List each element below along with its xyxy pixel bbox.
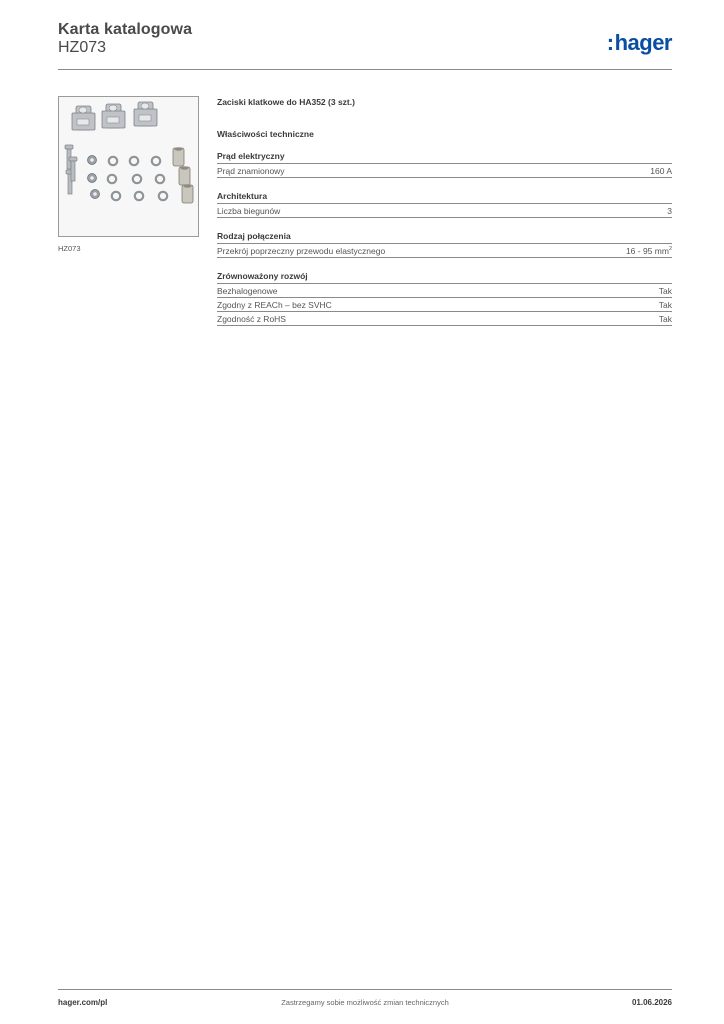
group-electric-current xyxy=(217,151,672,178)
unit-superscript: 2 xyxy=(668,246,672,253)
spec-label: Bezhalogenowe xyxy=(217,286,278,296)
group-connection-type xyxy=(217,231,672,258)
spec-label: Zgodny z REACh – bez SVHC xyxy=(217,300,332,310)
spec-row xyxy=(217,244,672,258)
spec-value: Tak xyxy=(658,300,672,310)
website-link[interactable]: hager.com/pl xyxy=(58,998,108,1007)
technical-properties-heading: Właściwości techniczne xyxy=(217,129,314,139)
spec-label: Liczba biegunów xyxy=(217,206,281,216)
spec-value: Tak xyxy=(658,314,672,324)
group-title: Architektura xyxy=(217,191,672,204)
document-date: 01.06.2026 xyxy=(631,998,672,1007)
page-footer xyxy=(58,989,672,1012)
spec-row xyxy=(217,164,672,178)
group-title: Rodzaj połączenia xyxy=(217,231,672,244)
logo-text: hager xyxy=(614,30,672,55)
spec-row xyxy=(217,284,672,298)
page-header xyxy=(58,20,672,70)
spec-row xyxy=(217,312,672,326)
group-architecture xyxy=(217,191,672,218)
spec-row xyxy=(217,298,672,312)
product-name: Zaciski klatkowe do HA352 (3 szt.) xyxy=(217,97,355,107)
logo-dots-icon: : xyxy=(606,30,614,55)
spec-label: Prąd znamionowy xyxy=(217,166,285,176)
spec-value: 160 A xyxy=(650,166,672,176)
document-title: Karta katalogowa xyxy=(58,21,193,38)
hager-logo[interactable] xyxy=(607,30,672,56)
group-title: Prąd elektryczny xyxy=(217,151,672,164)
disclaimer-text: Zastrzegamy sobie możliwość zmian technicznych xyxy=(281,998,449,1007)
group-title: Zrównoważony rozwój xyxy=(217,271,672,284)
product-code: HZ073 xyxy=(58,39,107,56)
photo-caption: HZ073 xyxy=(58,244,81,253)
spec-row xyxy=(217,204,672,218)
product-photo xyxy=(58,96,199,237)
spec-value-wrap xyxy=(626,246,672,256)
spec-value: 16 - 95 mm xyxy=(625,246,669,256)
product-details xyxy=(217,97,672,339)
spec-value: 3 xyxy=(667,206,672,216)
spec-label: Przekrój poprzeczny przewodu elastycznego xyxy=(217,246,386,256)
spec-label: Zgodność z RoHS xyxy=(217,314,286,324)
group-sustainability xyxy=(217,271,672,326)
spec-value: Tak xyxy=(658,286,672,296)
cage-clamps-image xyxy=(59,97,198,236)
